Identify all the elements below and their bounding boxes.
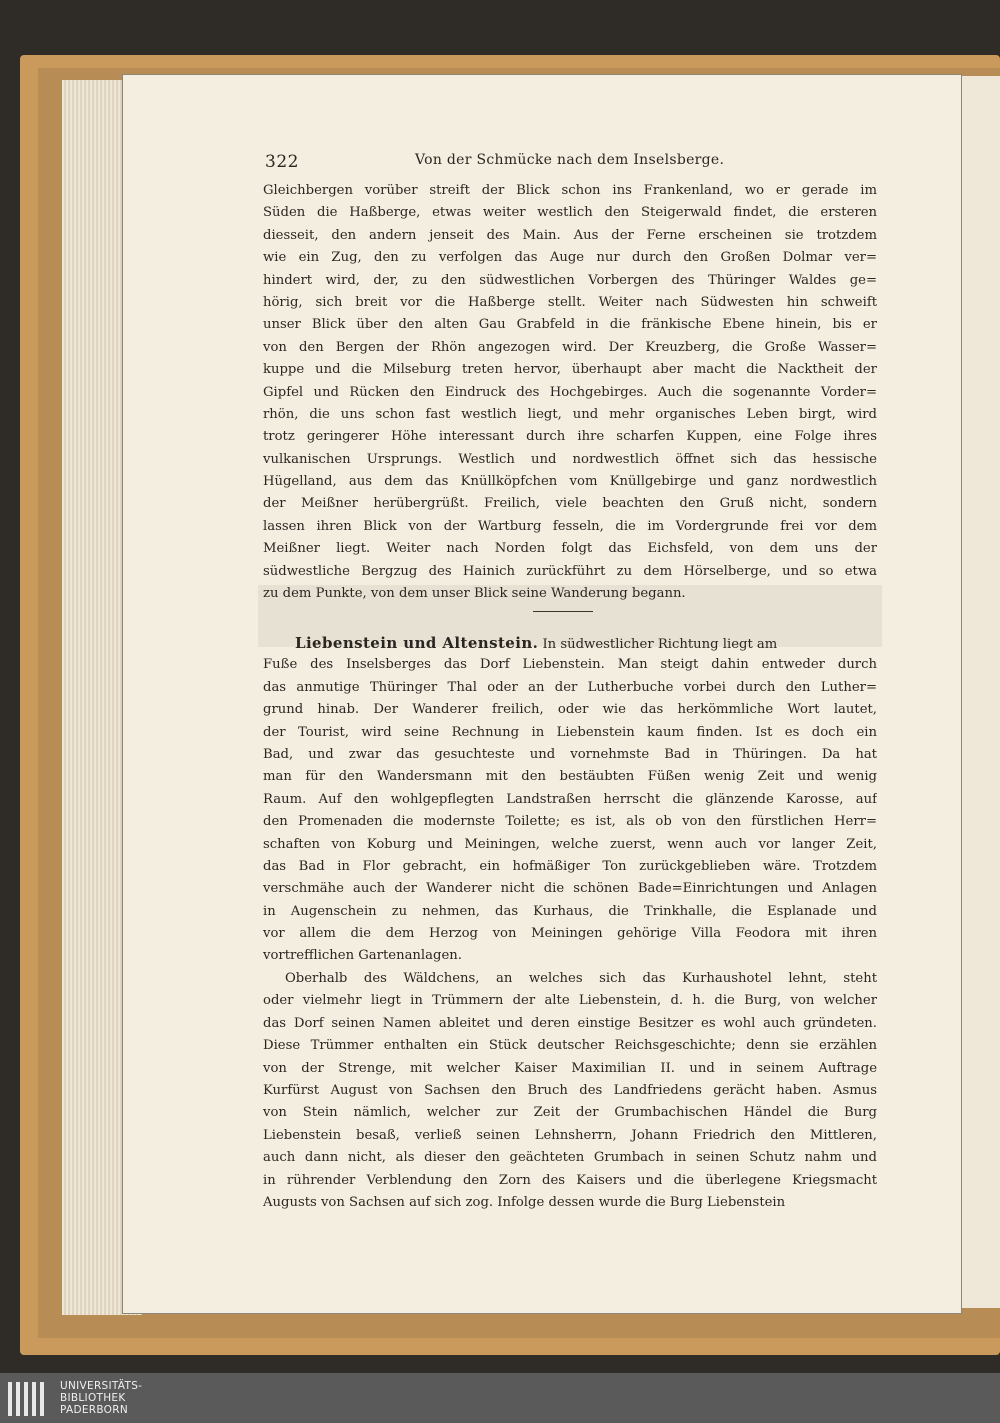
text-line: hörig, sich breit vor die Haßberge stellt. Weiter nach Südwesten hin schweift xyxy=(263,294,877,310)
text-line: schaften von Koburg und Meiningen, welche zuerst, wenn auch vor langer Zeit, xyxy=(263,836,877,852)
text-line: kuppe und die Milseburg treten hervor, überhaupt aber macht die Nacktheit der xyxy=(263,362,877,378)
text-line: Bad, und zwar das gesuchteste und vornehmste Bad in Thüringen. Da hat xyxy=(263,746,877,762)
text-line: vulkanischen Ursprungs. Westlich und nordwestlich öffnet sich das hessische xyxy=(263,451,877,467)
text-line: Hügelland, aus dem das Knüllköpfchen vom Knüllgebirge und ganz nordwestlich xyxy=(263,474,877,490)
text-line: verschmähe auch der Wanderer nicht die schönen Bade=Einrichtungen und Anlagen xyxy=(263,881,877,897)
text-line: auch dann nicht, als dieser den geächteten Grumbach in seinen Schutz nahm und xyxy=(263,1150,877,1166)
text-line: das anmutige Thüringer Thal oder an der Lutherbuche vorbei durch den Luther= xyxy=(263,679,877,695)
text-line: vortrefflichen Gartenanlagen. xyxy=(263,948,462,964)
text-line: Diese Trümmer enthalten ein Stück deutscher Reichsgeschichte; denn sie erzählen xyxy=(263,1038,877,1054)
running-head: Von der Schmücke nach dem Inselsberge. xyxy=(415,152,725,168)
text-line: von Stein nämlich, welcher zur Zeit der Grumbachischen Händel die Burg xyxy=(263,1105,877,1121)
paragraph-1 xyxy=(263,180,877,605)
text-line: der Tourist, wird seine Rechnung in Liebenstein kaum finden. Ist es doch ein xyxy=(263,724,877,740)
text-line: in Augenschein zu nehmen, das Kurhaus, die Trinkhalle, die Esplanade und xyxy=(263,903,877,919)
text-line: hindert wird, der, zu den südwestlichen Vorbergen des Thüringer Waldes ge= xyxy=(263,272,877,288)
text-line: Raum. Auf den wohlgepflegten Landstraßen herrscht die glänzende Karosse, auf xyxy=(263,791,877,807)
library-line-1: UNIVERSITÄTS- xyxy=(60,1380,143,1392)
section-heading-line xyxy=(263,632,877,654)
text-line: zu dem Punkte, von dem unser Blick seine Wanderung begann. xyxy=(263,586,686,602)
text-line: der Meißner herübergrüßt. Freilich, viele beachten den Gruß nicht, sondern xyxy=(263,496,877,512)
page-header xyxy=(265,152,877,174)
text-line: südwestliche Bergzug des Hainich zurückführt zu dem Hörselberge, und so etwa xyxy=(263,563,877,579)
text-line: man für den Wandersmann mit den bestäubten Füßen wenig Zeit und wenig xyxy=(263,769,877,785)
text-line: rhön, die uns schon fast westlich liegt, und mehr organisches Leben birgt, wird xyxy=(263,406,877,422)
text-line: in rührender Verblendung den Zorn des Kaisers und die überlegene Kriegsmacht xyxy=(263,1172,877,1188)
text-line: Gipfel und Rücken den Eindruck des Hochgebirges. Auch die sogenannte Vorder= xyxy=(263,384,877,400)
text-line: Gleichbergen vorüber streift der Blick schon ins Frankenland, wo er gerade im xyxy=(263,183,877,198)
library-logo-text xyxy=(60,1380,142,1416)
text-line: trotz geringerer Höhe interessant durch ihre scharfen Kuppen, eine Folge ihres xyxy=(263,429,877,445)
paragraph-2 xyxy=(263,654,877,967)
text-line: Liebenstein besaß, verließ seinen Lehnsherrn, Johann Friedrich den Mittleren, xyxy=(263,1127,877,1143)
text-line: oder vielmehr liegt in Trümmern der alte Liebenstein, d. h. die Burg, von welcher xyxy=(263,993,877,1009)
text-line: den Promenaden die modernste Toilette; es ist, als ob von den fürstlichen Herr= xyxy=(263,814,877,830)
library-line-2: BIBLIOTHEK xyxy=(60,1392,126,1404)
text-line: wie ein Zug, den zu verfolgen das Auge nur durch den Großen Dolmar ver= xyxy=(263,250,877,266)
text-line: diesseit, den andern jenseit des Main. Aus der Ferne erscheinen sie trotzdem xyxy=(263,227,877,243)
library-line-3: PADERBORN xyxy=(60,1404,128,1416)
text-line: grund hinab. Der Wanderer freilich, oder wie das herkömmliche Wort lautet, xyxy=(263,702,877,718)
footer-bar xyxy=(0,1373,1000,1423)
text-line: von der Strenge, mit welcher Kaiser Maximilian II. und in seinem Auftrage xyxy=(263,1060,877,1076)
page-number: 322 xyxy=(265,152,299,172)
text-line: Kurfürst August von Sachsen den Bruch des Landfriedens gerächt haben. Asmus xyxy=(263,1082,877,1098)
text-line: das Bad in Flor gebracht, ein hofmäßiger Ton zurückgeblieben wäre. Trotzdem xyxy=(263,858,877,874)
text-line: Augusts von Sachsen auf sich zog. Infolge dessen wurde die Burg Liebenstein xyxy=(263,1194,786,1210)
paragraph-3 xyxy=(263,968,877,1214)
facing-page-edge xyxy=(958,76,1000,1308)
section-first-line: In südwestlicher Richtung liegt am xyxy=(538,637,778,652)
section-divider xyxy=(533,611,593,612)
text-line: unser Blick über den alten Gau Grabfeld in die fränkische Ebene hinein, bis er xyxy=(263,317,877,333)
text-line: vor allem die dem Herzog von Meiningen gehörige Villa Feodora mit ihren xyxy=(263,926,877,942)
text-line: lassen ihren Blick von der Wartburg fesseln, die im Vordergrunde frei vor dem xyxy=(263,518,877,534)
text-line: Oberhalb des Wäldchens, an welches sich das Kurhaushotel lehnt, steht xyxy=(285,971,877,986)
section-heading: Liebenstein und Altenstein. xyxy=(295,634,539,652)
text-line: von den Bergen der Rhön angezogen wird. Der Kreuzberg, die Große Wasser= xyxy=(263,339,877,355)
text-line: Fuße des Inselsberges das Dorf Liebenstein. Man steigt dahin entweder durch xyxy=(263,657,877,673)
library-logo-icon xyxy=(8,1382,50,1416)
text-line: Meißner liegt. Weiter nach Norden folgt das Eichsfeld, von dem uns der xyxy=(263,541,877,557)
text-line: das Dorf seinen Namen ableitet und deren einstige Besitzer es wohl auch gründeten. xyxy=(263,1015,877,1031)
text-line: Süden die Haßberge, etwas weiter westlich den Steigerwald findet, die ersteren xyxy=(263,205,877,221)
